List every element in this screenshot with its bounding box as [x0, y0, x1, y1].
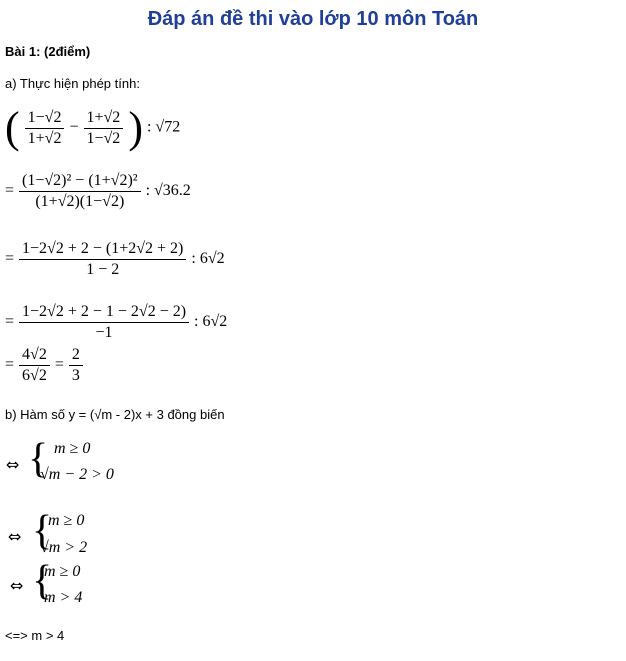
numerator: (1−√2)² − (1+√2)² [19, 172, 141, 192]
fraction [25, 109, 65, 148]
iff-symbol: ⇔ [6, 455, 20, 474]
section-heading: Bài 1: (2điểm) [5, 44, 91, 59]
denominator: 1 − 2 [86, 261, 120, 278]
equals-sign: = [5, 356, 15, 374]
left-brace: { [28, 436, 49, 482]
denominator: 6√2 [22, 367, 47, 384]
equation-line-1 [5, 103, 181, 152]
equals-sign: = [5, 250, 15, 268]
numerator: 1+√2 [84, 109, 124, 129]
right-paren: ) [128, 103, 143, 152]
numerator: 1−2√2 + 2 − 1 − 2√2 − 2) [19, 303, 189, 323]
system-row: √m − 2 > 0 [40, 466, 114, 483]
equals-sign: = [54, 356, 64, 374]
denominator: −1 [95, 324, 113, 341]
denominator: 1−√2 [86, 129, 121, 147]
system-row: √m > 2 [40, 539, 88, 556]
divide-sign: : [146, 118, 152, 136]
left-brace: { [32, 508, 53, 554]
equation-line-5 [5, 346, 84, 385]
numerator: 1−√2 [25, 109, 65, 129]
system-row: m ≥ 0 [44, 563, 81, 580]
equation-line-4 [5, 303, 227, 342]
system-row: m > 4 [44, 589, 83, 606]
expression-tail: : √36.2 [145, 182, 191, 200]
iff-symbol: ⇔ [10, 576, 24, 595]
denominator: 3 [71, 367, 80, 384]
equation-line-2 [5, 172, 191, 211]
equation-line-3 [5, 240, 225, 279]
system-row: m ≥ 0 [54, 440, 91, 457]
denominator: 1+√2 [27, 129, 62, 147]
numerator: 2 [69, 346, 83, 366]
equals-sign: = [5, 182, 15, 200]
expression-tail: : 6√2 [194, 313, 228, 331]
system-row: m ≥ 0 [48, 512, 85, 529]
equals-sign: = [5, 313, 15, 331]
numerator: 4√2 [19, 346, 50, 366]
expression-tail: √72 [155, 118, 181, 136]
numerator: 1−2√2 + 2 − (1+2√2 + 2) [19, 240, 186, 260]
fraction [19, 346, 50, 385]
left-paren: ( [5, 103, 20, 152]
fraction [19, 240, 186, 279]
page-title: Đáp án đề thi vào lớp 10 môn Toán [147, 8, 479, 30]
expression-tail: : 6√2 [191, 250, 225, 268]
fraction [69, 346, 83, 385]
part-b-label: b) Hàm số y = (√m - 2)x + 3 đồng biến [5, 407, 225, 422]
left-brace: { [32, 558, 53, 604]
denominator: (1+√2)(1−√2) [35, 193, 125, 210]
fraction [19, 172, 141, 211]
fraction [19, 303, 189, 342]
iff-symbol: ⇔ [8, 527, 22, 546]
fraction [84, 109, 124, 148]
conclusion: <=> m > 4 [5, 628, 65, 643]
minus-sign: − [69, 118, 79, 136]
part-a-label: a) Thực hiện phép tính: [5, 76, 140, 91]
